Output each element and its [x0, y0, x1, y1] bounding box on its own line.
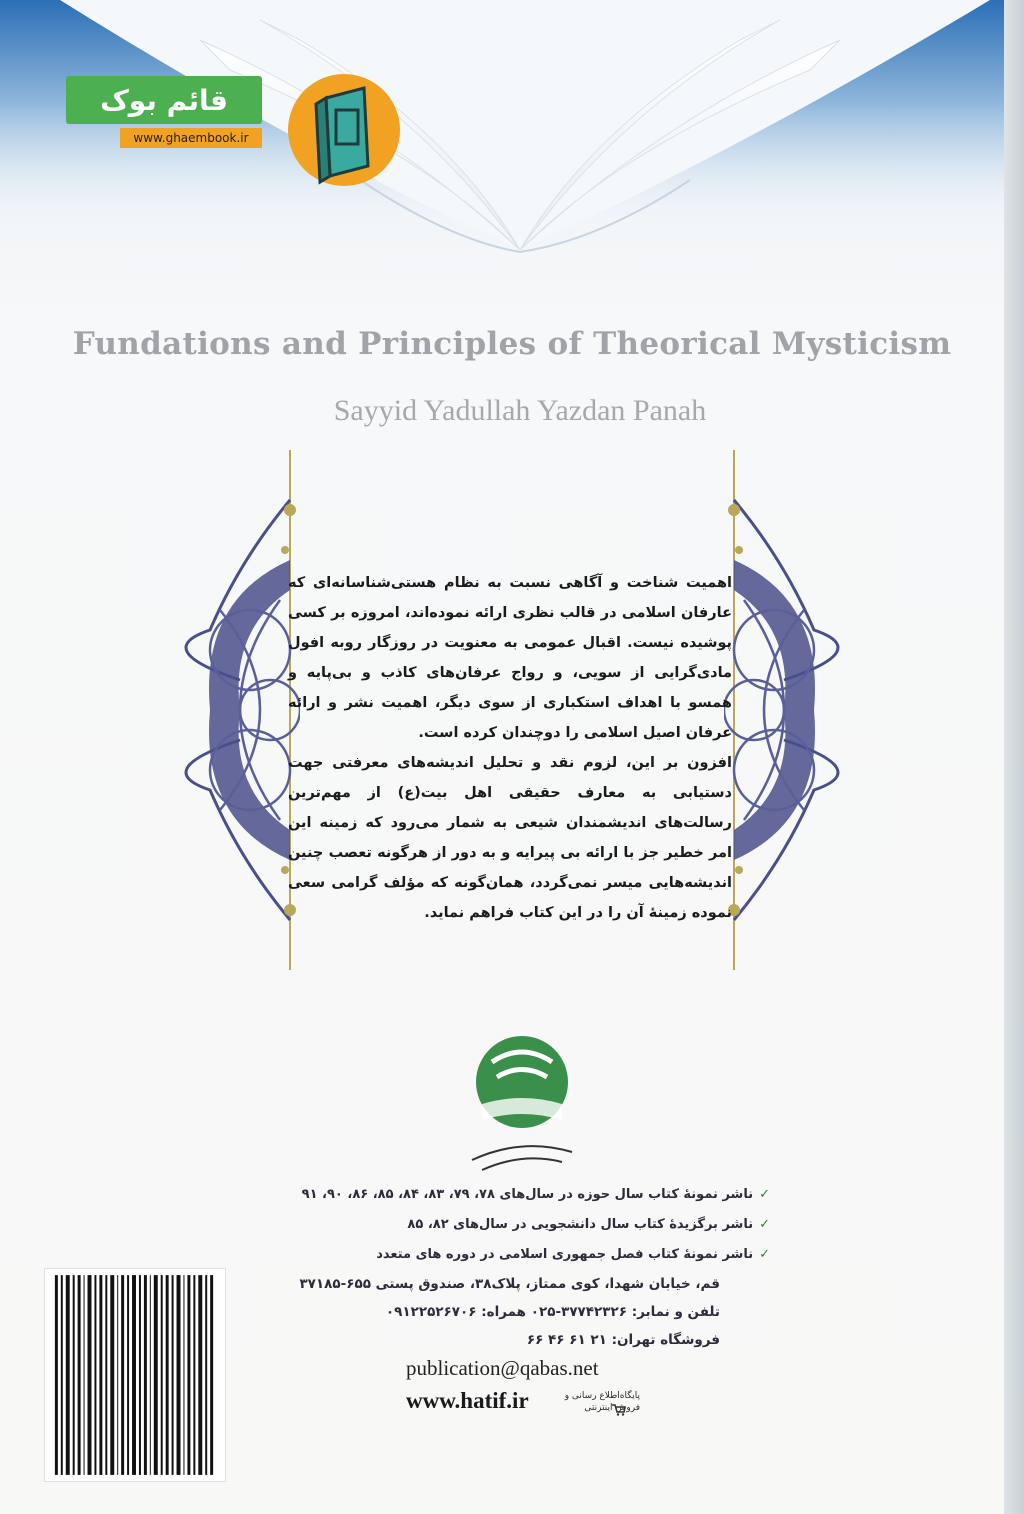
publisher-website: www.hatif.ir	[406, 1388, 529, 1413]
store-logo	[66, 76, 262, 148]
checkmark-icon: ✓	[759, 1247, 770, 1262]
tehran-store: فروشگاه تهران: ۲۱ ۶۱ ۴۶ ۶۶	[526, 1332, 720, 1348]
publisher-email: publication@qabas.net	[406, 1356, 599, 1380]
website-label: پایگاه‌اطلاع رسانی و فروش اینترنتی	[564, 1391, 640, 1413]
publisher-phone: تلفن و نمابر: ۳۷۷۴۲۳۲۶-۰۲۵ همراه: ۰۹۱۲۲۵۲۶۷۰۶	[385, 1304, 720, 1320]
barcode	[44, 1268, 226, 1482]
publisher-logo	[462, 1032, 582, 1177]
publisher-contact	[250, 1270, 720, 1354]
description-paragraph-2: افزون بر این، لزوم نقد و تحلیل اندیشه‌های معرفتی جهت دستیابی به معارف حقیقی اهل بیت(ع) از مهم‌ترین رسالت‌های اندیشمندان شیعی به شمار می‌رود که زمینه این امر خطیر جز با ارائه بی پیرایه و به دور از هرگونه تعصب چنین اندیشه‌هایی میسر نمی‌گردد، همان‌گونه که مؤلف گرامی سعی نموده زمینهٔ آن را در این کتاب فراهم نماید.	[288, 755, 732, 921]
publisher-address: قم، خیابان شهدا، کوی ممتاز، پلاک۳۸، صندوق پستی ۶۵۵-۳۷۱۸۵	[299, 1276, 720, 1292]
checkmark-icon: ✓	[759, 1187, 770, 1202]
cover-spine-edge	[1004, 0, 1024, 1514]
publisher-website-row	[406, 1388, 666, 1420]
store-url: www.ghaembook.ir	[120, 128, 262, 148]
author-name-english: Sayyid Yadullah Yazdan Panah	[333, 394, 707, 427]
store-name: قائم بوک	[66, 76, 262, 124]
decorative-ornament-left	[0, 450, 300, 970]
award-item: ✓ناشر برگزیدهٔ کتاب سال دانشجویی در سال‌های ۸۲، ۸۵	[407, 1217, 770, 1232]
shopping-cart-icon	[612, 1404, 626, 1416]
book-title-english: Fundations and Principles of Theorical Mysticism	[72, 326, 952, 362]
description-paragraph-1: اهمیت شناخت و آگاهی نسبت به نظام هستی‌شناسانه‌ای که عارفان اسلامی در قالب نظری ارائه نموده‌اند، امروزه بر کسی پوشیده نیست. اقبال عمومی به معنویت در روزگار روبه افول مادی‌گرایی از سویی، و رواج عرفان‌های کاذب و بی‌پایه و همسو با اهداف استکباری از سوی دیگر، اهمیت نشر و ارائه عرفان اصیل اسلامی را دوچندان کرده است.	[288, 575, 732, 741]
book-icon	[284, 70, 404, 190]
checkmark-icon: ✓	[759, 1217, 770, 1232]
publisher-awards	[250, 1180, 770, 1270]
award-item: ✓ناشر نمونهٔ کتاب سال حوزه در سال‌های ۷۸، ۷۹، ۸۳، ۸۴، ۸۵، ۸۶، ۹۰، ۹۱	[301, 1187, 770, 1202]
award-item: ✓ناشر نمونهٔ کتاب فصل جمهوری اسلامی در دوره های متعدد	[376, 1247, 770, 1262]
book-description	[288, 568, 732, 928]
decorative-ornament-right	[724, 450, 1024, 970]
